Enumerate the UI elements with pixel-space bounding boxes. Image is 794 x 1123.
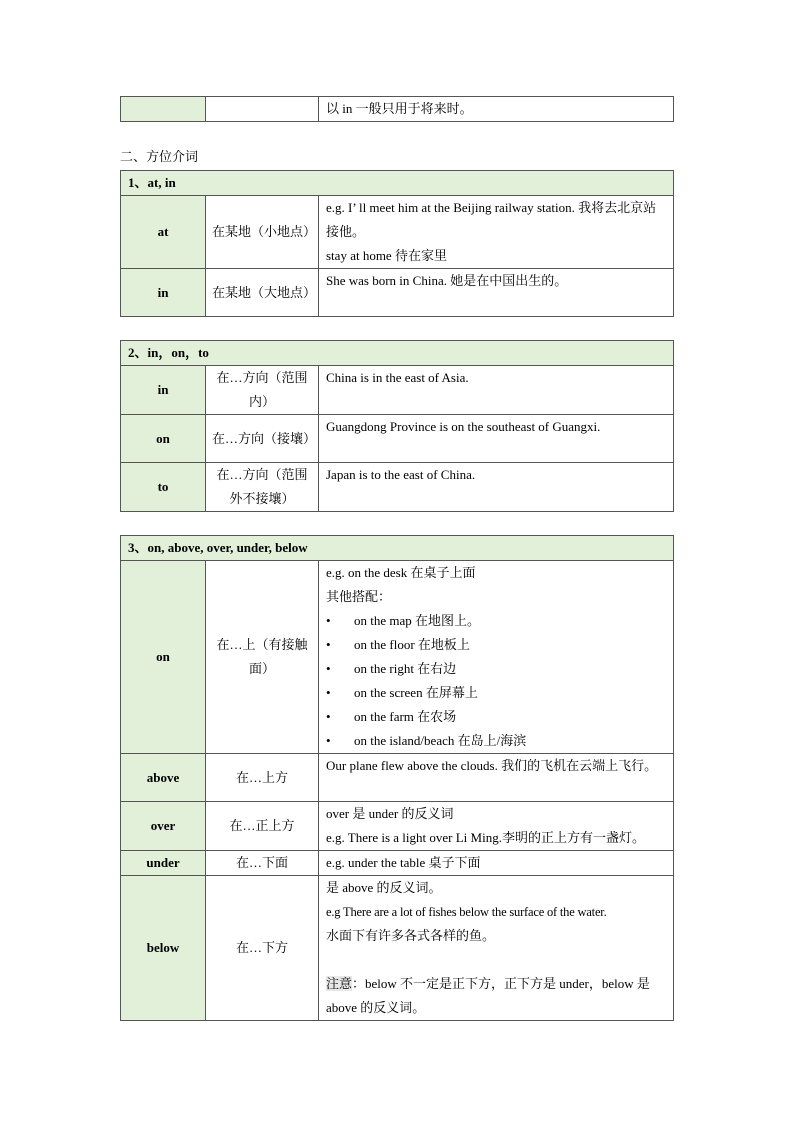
top-row-meaning-cell — [206, 97, 319, 122]
bullet-icon: • — [326, 661, 331, 676]
list-item — [326, 729, 666, 753]
example-on-line2: 其他搭配： — [326, 589, 392, 604]
list-item — [326, 681, 666, 705]
table-on-above-over-under-below — [120, 535, 674, 1021]
example-in: She was born in China. 她是在中国出生的。 — [319, 269, 674, 317]
top-row-label-cell — [121, 97, 206, 122]
meaning-at: 在某地（小地点） — [206, 196, 319, 269]
meaning-on: 在…上（有接触面） — [206, 561, 319, 754]
list-item — [326, 633, 666, 657]
list-item — [326, 657, 666, 681]
note-text: ：below 不一定是正下方，正下方是 under，below 是 above 的反义词。 — [326, 976, 650, 1015]
example-below-note — [326, 972, 666, 1020]
bullet-icon: • — [326, 709, 331, 724]
word-at: at — [121, 196, 206, 269]
meaning-over: 在…正上方 — [206, 802, 319, 851]
word-on: on — [121, 561, 206, 754]
bullet-text: on the farm 在农场 — [354, 709, 457, 724]
example-below-line3: 水面下有许多各式各样的鱼。 — [326, 928, 496, 943]
example-in-direction: China is in the east of Asia. — [319, 366, 674, 415]
meaning-to-direction: 在…方向（范围外不接壤） — [206, 463, 319, 512]
word-in: in — [121, 269, 206, 317]
section-heading: 二、方位介词 — [120, 149, 199, 164]
meaning-in: 在某地（大地点） — [206, 269, 319, 317]
table-at-in — [120, 170, 674, 317]
bullet-text: on the screen 在屏幕上 — [354, 685, 478, 700]
bullet-text: on the right 在右边 — [354, 661, 457, 676]
bullet-text: on the island/beach 在岛上/海滨 — [354, 733, 527, 748]
bullet-text: on the floor 在地板上 — [354, 637, 470, 652]
example-on-direction: Guangdong Province is on the southeast of Guangxi. — [319, 415, 674, 463]
meaning-on-direction: 在…方向（接壤） — [206, 415, 319, 463]
example-at-line2: stay at home 待在家里 — [326, 248, 447, 263]
word-to-direction: to — [121, 463, 206, 512]
meaning-above: 在…上方 — [206, 754, 319, 802]
example-above: Our plane flew above the clouds. 我们的飞机在云端上飞行。 — [319, 754, 674, 802]
list-item — [326, 609, 666, 633]
example-under: e.g. under the table 桌子下面 — [319, 851, 674, 876]
example-over-line1: over 是 under 的反义词 — [326, 806, 454, 821]
note-label: 注意 — [326, 976, 353, 991]
meaning-below: 在…下方 — [206, 876, 319, 1021]
example-on-line1: e.g. on the desk 在桌子上面 — [326, 565, 476, 580]
meaning-in-direction: 在…方向（范围内） — [206, 366, 319, 415]
table1-title: 1、at, in — [121, 171, 674, 196]
word-in-direction: in — [121, 366, 206, 415]
table-in-on-to — [120, 340, 674, 512]
example-below — [319, 876, 674, 1021]
word-over: over — [121, 802, 206, 851]
bullet-text: on the map 在地图上。 — [354, 613, 481, 628]
word-above: above — [121, 754, 206, 802]
example-at-line1: e.g. I’ ll meet him at the Beijing railway station. 我将去北京站接他。 — [326, 200, 657, 239]
table2-title: 2、in，on，to — [121, 341, 674, 366]
word-under: under — [121, 851, 206, 876]
bullet-icon: • — [326, 685, 331, 700]
example-on — [319, 561, 674, 754]
top-row-table — [120, 96, 674, 122]
example-over — [319, 802, 674, 851]
example-to-direction: Japan is to the east of China. — [319, 463, 674, 512]
word-on-direction: on — [121, 415, 206, 463]
bullet-icon: • — [326, 613, 331, 628]
bullet-icon: • — [326, 637, 331, 652]
bullet-icon: • — [326, 733, 331, 748]
example-over-line2: e.g. There is a light over Li Ming.李明的正上方有一盏灯。 — [326, 830, 645, 845]
example-below-line1: 是 above 的反义词。 — [326, 880, 442, 895]
blank-line — [326, 948, 666, 972]
list-item — [326, 705, 666, 729]
table3-title: 3、on, above, over, under, below — [121, 536, 674, 561]
meaning-under: 在…下面 — [206, 851, 319, 876]
example-below-line2: e.g There are a lot of fishes below the surface of the water. — [326, 905, 607, 919]
word-below: below — [121, 876, 206, 1021]
example-at — [319, 196, 674, 269]
top-row-text: 以 in 一般只用于将来时。 — [319, 97, 674, 122]
